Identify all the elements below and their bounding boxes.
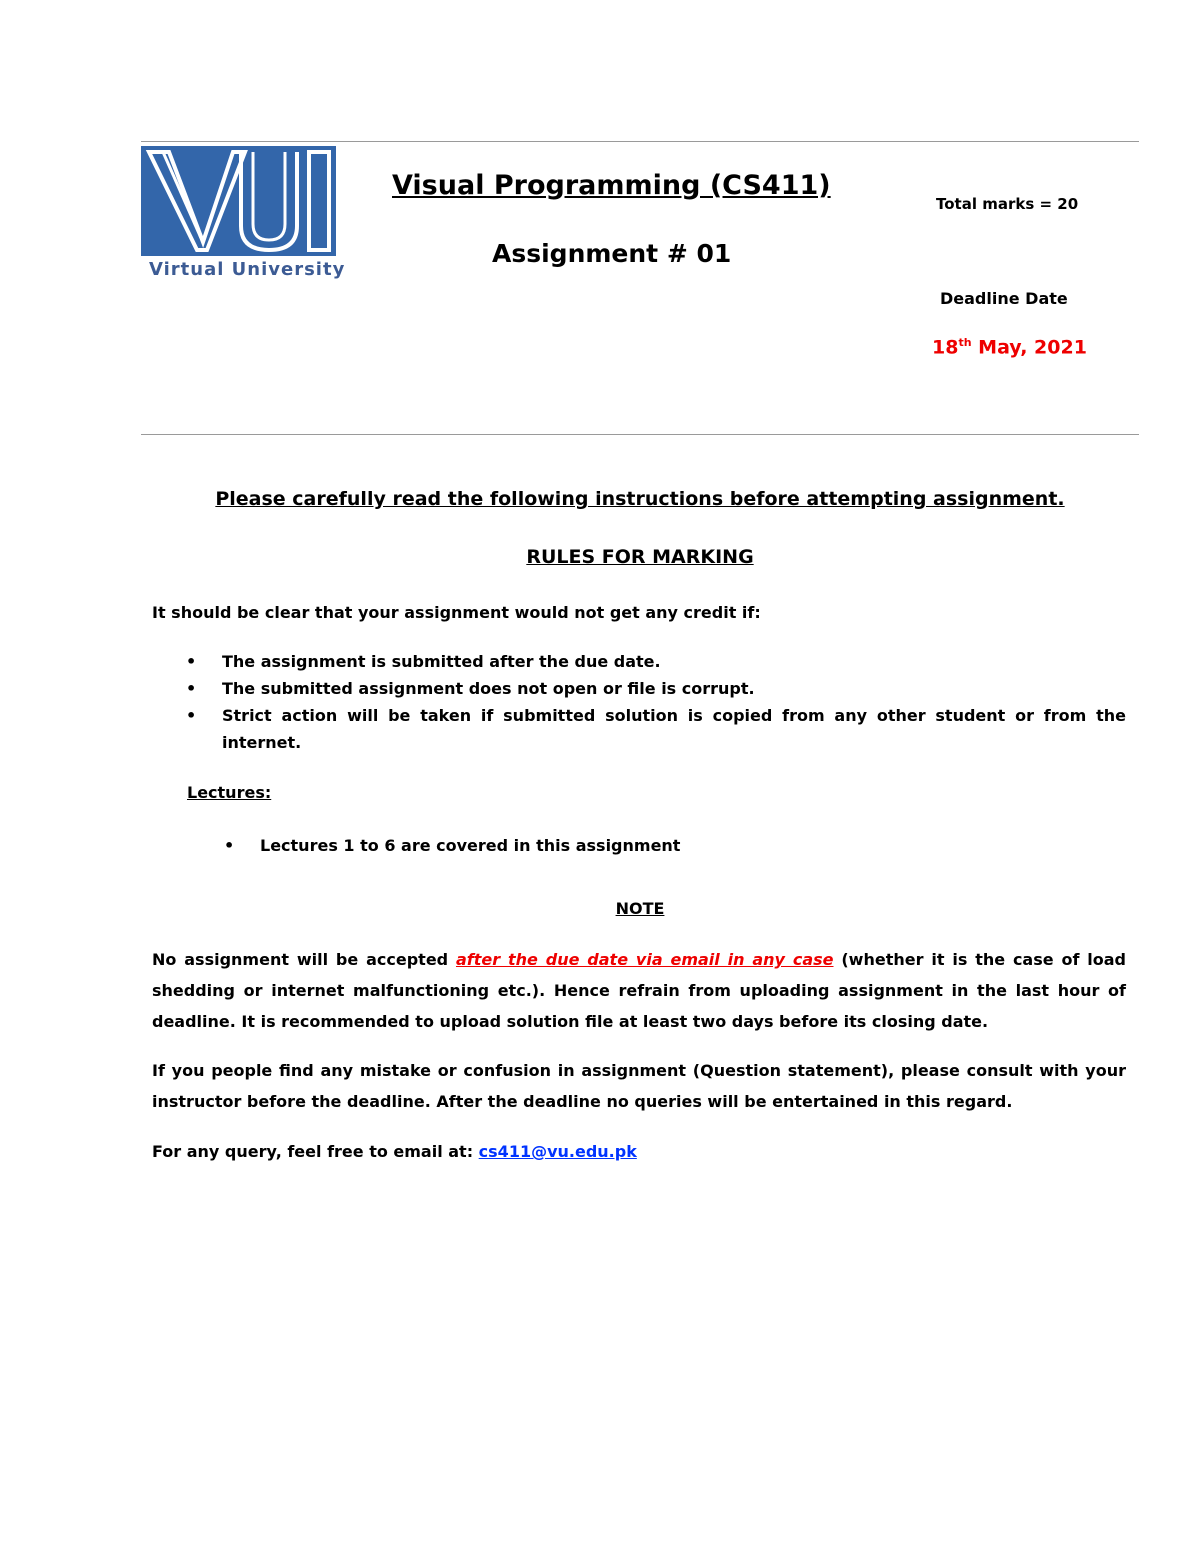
note-highlight: after the due date via email in any case <box>455 950 834 969</box>
deadline-month-year: May, 2021 <box>971 336 1087 359</box>
note-text: No assignment will be accepted <box>152 950 456 969</box>
list-item: • The submitted assignment does not open or file is corrupt. <box>186 675 1126 702</box>
credit-rules-list <box>186 648 1126 756</box>
vu-logo-icon <box>141 146 336 256</box>
note-paragraph-1 <box>152 944 1126 1037</box>
lectures-label: Lectures: <box>187 783 272 802</box>
list-item: • Lectures 1 to 6 are covered in this assignment <box>224 832 824 859</box>
deadline-day-suffix: th <box>958 336 972 349</box>
lectures-list <box>224 832 824 859</box>
total-marks: Total marks = 20 <box>936 195 1079 213</box>
list-item: • Strict action will be taken if submitted solution is copied from any other student or from the internet. <box>186 702 1126 756</box>
email-link[interactable]: cs411@vu.edu.pk <box>478 1142 637 1161</box>
deadline-day: 18 <box>932 336 959 359</box>
deadline-label: Deadline Date <box>940 289 1068 308</box>
instructions-heading: Please carefully read the following instructions before attempting assignment. <box>215 488 1065 510</box>
note-heading: NOTE <box>615 899 665 918</box>
contact-paragraph <box>152 1136 1126 1167</box>
deadline-date <box>932 336 1087 358</box>
header-bottom-rule <box>141 434 1139 435</box>
credit-intro: It should be clear that your assignment would not get any credit if: <box>152 603 761 622</box>
page-title: Visual Programming (CS411) <box>392 170 831 201</box>
note-text: (whether it is the case of load shedding or internet malfunctioning etc.). Hence refrain from uploading assignment in the last hour of deadline. It is recommended to upload solution file at least two days before its closing date. <box>152 950 1126 1031</box>
vu-logo <box>141 146 346 286</box>
logo-caption: Virtual University <box>149 259 346 280</box>
rules-heading: RULES FOR MARKING <box>526 546 754 568</box>
contact-text: For any query, feel free to email at: <box>152 1142 479 1161</box>
note-paragraph-2: If you people find any mistake or confusion in assignment (Question statement), please consult with your instructor before the deadline. After the deadline no queries will be entertained in this regard. <box>152 1061 1126 1111</box>
assignment-number: Assignment # 01 <box>492 239 732 268</box>
list-item: • The assignment is submitted after the due date. <box>186 648 1126 675</box>
header-top-rule <box>141 141 1139 142</box>
